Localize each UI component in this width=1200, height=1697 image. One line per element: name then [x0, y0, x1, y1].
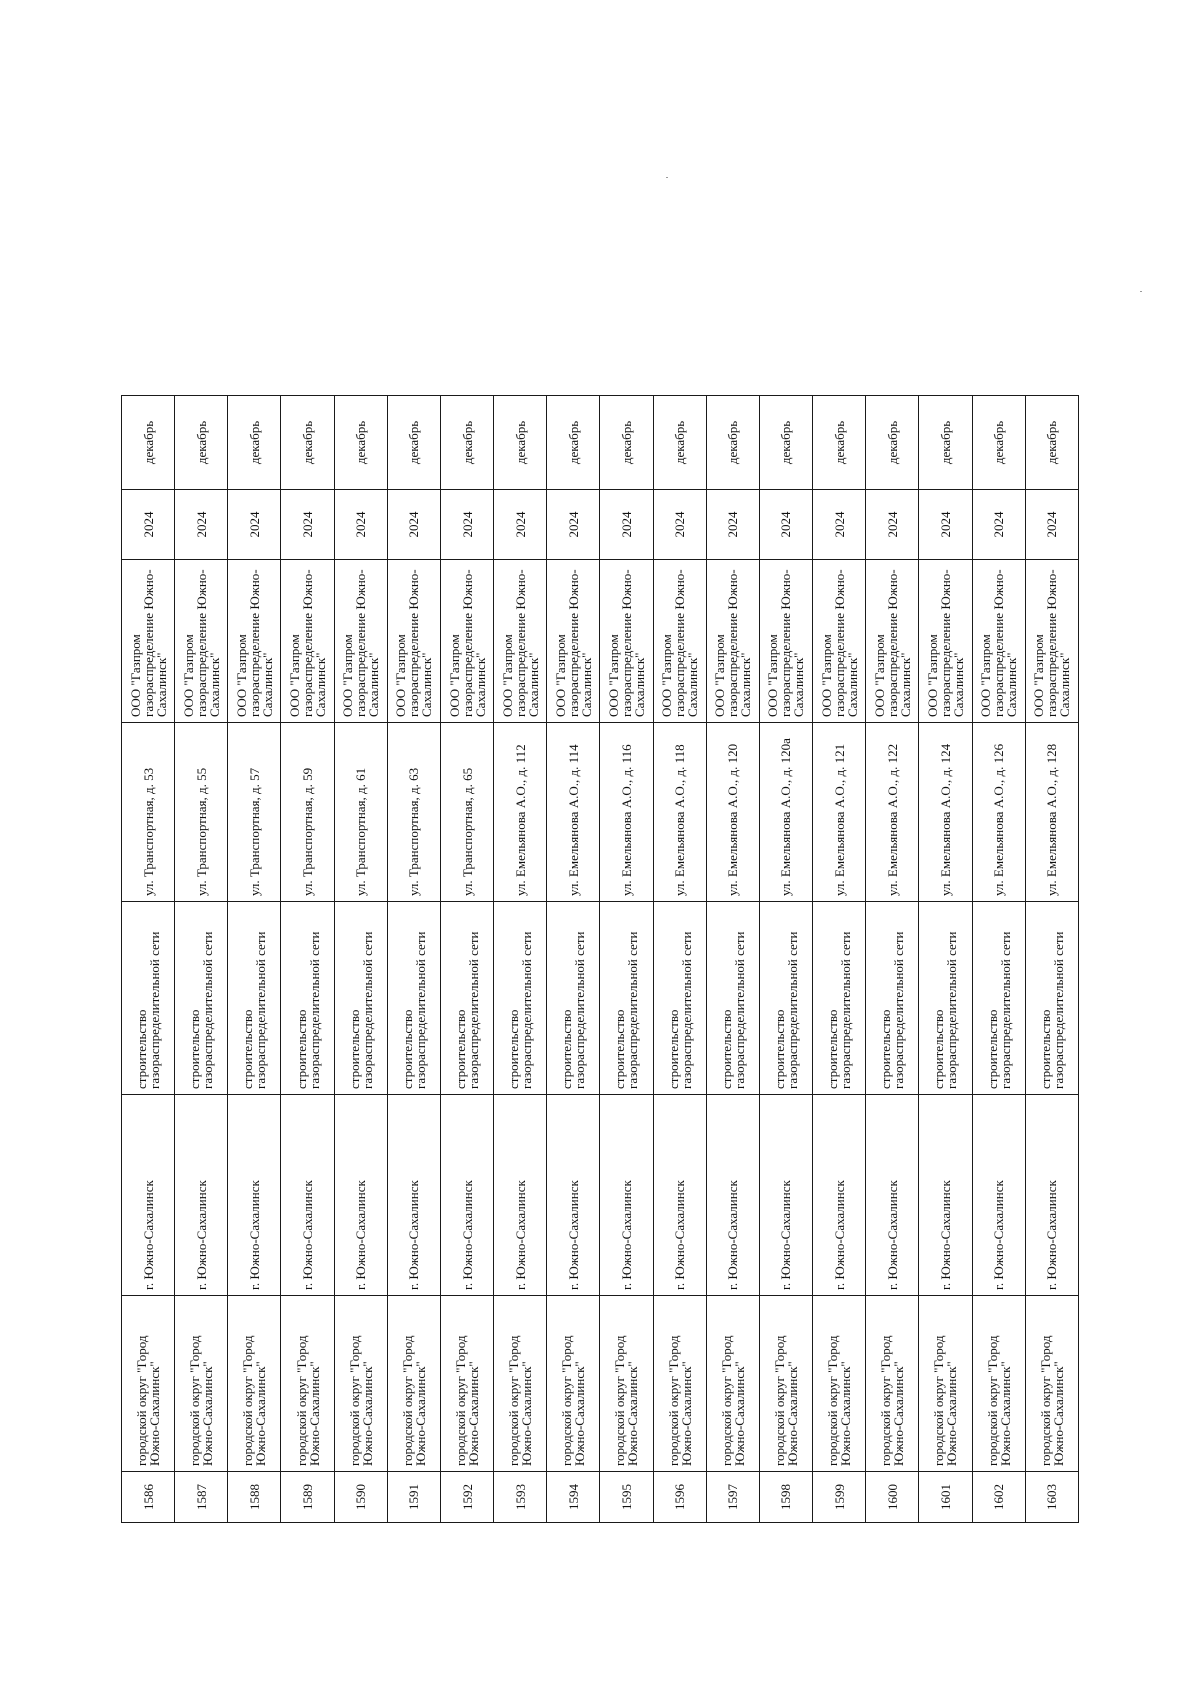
- organization-cell: ООО "Газпром газораспределение Южно-Сахалинск": [759, 560, 812, 723]
- year-cell: 2024: [653, 490, 706, 560]
- organization-cell: ООО "Газпром газораспределение Южно-Сахалинск": [334, 560, 387, 723]
- row-number-cell: 1592: [440, 1472, 493, 1523]
- year-cell: 2024: [440, 490, 493, 560]
- address-cell: ул. Транспортная, д. 53: [122, 723, 175, 902]
- table-row: [334, 396, 387, 1523]
- scan-speck: [1140, 291, 1142, 292]
- organization-cell: ООО "Газпром газораспределение Южно-Сахалинск": [175, 560, 228, 723]
- municipality-cell: городской округ "Город Южно-Сахалинск": [334, 1296, 387, 1472]
- table-row: [866, 396, 919, 1523]
- month-cell: декабрь: [759, 396, 812, 490]
- municipality-cell: городской округ "Город Южно-Сахалинск": [1025, 1296, 1078, 1472]
- municipality-cell: городской округ "Город Южно-Сахалинск": [919, 1296, 972, 1472]
- work-type-cell: строительство газораспределительной сети: [706, 902, 759, 1095]
- work-type-cell: строительство газораспределительной сети: [547, 902, 600, 1095]
- month-cell: декабрь: [228, 396, 281, 490]
- municipality-cell: городской округ "Город Южно-Сахалинск": [494, 1296, 547, 1472]
- year-cell: 2024: [866, 490, 919, 560]
- row-number-cell: 1603: [1025, 1472, 1078, 1523]
- work-type-cell: строительство газораспределительной сети: [440, 902, 493, 1095]
- settlement-cell: г. Южно-Сахалинск: [972, 1095, 1025, 1296]
- municipality-cell: городской округ "Город Южно-Сахалинск": [175, 1296, 228, 1472]
- month-cell: декабрь: [281, 396, 334, 490]
- month-cell: декабрь: [175, 396, 228, 490]
- settlement-cell: г. Южно-Сахалинск: [866, 1095, 919, 1296]
- municipality-cell: городской округ "Город Южно-Сахалинск": [440, 1296, 493, 1472]
- settlement-cell: г. Южно-Сахалинск: [706, 1095, 759, 1296]
- address-cell: ул. Емельянова А.О., д. 122: [866, 723, 919, 902]
- address-cell: ул. Транспортная, д. 61: [334, 723, 387, 902]
- month-cell: декабрь: [866, 396, 919, 490]
- work-type-cell: строительство газораспределительной сети: [494, 902, 547, 1095]
- table-row: [600, 396, 653, 1523]
- settlement-cell: г. Южно-Сахалинск: [813, 1095, 866, 1296]
- work-type-cell: строительство газораспределительной сети: [228, 902, 281, 1095]
- row-number-cell: 1587: [175, 1472, 228, 1523]
- month-cell: декабрь: [387, 396, 440, 490]
- table-row: [281, 396, 334, 1523]
- table-row: [228, 396, 281, 1523]
- table-row: [494, 396, 547, 1523]
- settlement-cell: г. Южно-Сахалинск: [440, 1095, 493, 1296]
- municipality-cell: городской округ "Город Южно-Сахалинск": [228, 1296, 281, 1472]
- organization-cell: ООО "Газпром газораспределение Южно-Сахалинск": [706, 560, 759, 723]
- work-type-cell: строительство газораспределительной сети: [387, 902, 440, 1095]
- work-type-cell: строительство газораспределительной сети: [122, 902, 175, 1095]
- table-row: [706, 396, 759, 1523]
- row-number-cell: 1598: [759, 1472, 812, 1523]
- address-cell: ул. Емельянова А.О., д. 126: [972, 723, 1025, 902]
- organization-cell: ООО "Газпром газораспределение Южно-Сахалинск": [653, 560, 706, 723]
- year-cell: 2024: [281, 490, 334, 560]
- row-number-cell: 1595: [600, 1472, 653, 1523]
- address-cell: ул. Емельянова А.О., д. 118: [653, 723, 706, 902]
- settlement-cell: г. Южно-Сахалинск: [600, 1095, 653, 1296]
- organization-cell: ООО "Газпром газораспределение Южно-Сахалинск": [387, 560, 440, 723]
- municipality-cell: городской округ "Город Южно-Сахалинск": [759, 1296, 812, 1472]
- row-number-cell: 1599: [813, 1472, 866, 1523]
- settlement-cell: г. Южно-Сахалинск: [1025, 1095, 1078, 1296]
- row-number-cell: 1591: [387, 1472, 440, 1523]
- organization-cell: ООО "Газпром газораспределение Южно-Сахалинск": [228, 560, 281, 723]
- work-type-cell: строительство газораспределительной сети: [281, 902, 334, 1095]
- row-number-cell: 1597: [706, 1472, 759, 1523]
- row-number-cell: 1601: [919, 1472, 972, 1523]
- rotated-table-wrapper: [121, 396, 1079, 1523]
- month-cell: декабрь: [334, 396, 387, 490]
- month-cell: декабрь: [1025, 396, 1078, 490]
- municipality-cell: городской округ "Город Южно-Сахалинск": [972, 1296, 1025, 1472]
- settlement-cell: г. Южно-Сахалинск: [919, 1095, 972, 1296]
- municipality-cell: городской округ "Город Южно-Сахалинск": [122, 1296, 175, 1472]
- year-cell: 2024: [175, 490, 228, 560]
- organization-cell: ООО "Газпром газораспределение Южно-Сахалинск": [972, 560, 1025, 723]
- settlement-cell: г. Южно-Сахалинск: [759, 1095, 812, 1296]
- address-cell: ул. Емельянова А.О., д. 114: [547, 723, 600, 902]
- organization-cell: ООО "Газпром газораспределение Южно-Сахалинск": [494, 560, 547, 723]
- table-row: [813, 396, 866, 1523]
- table-row: [122, 396, 175, 1523]
- address-cell: ул. Транспортная, д. 65: [440, 723, 493, 902]
- year-cell: 2024: [334, 490, 387, 560]
- gas-network-construction-table: [121, 395, 1079, 1523]
- settlement-cell: г. Южно-Сахалинск: [334, 1095, 387, 1296]
- month-cell: декабрь: [653, 396, 706, 490]
- municipality-cell: городской округ "Город Южно-Сахалинск": [281, 1296, 334, 1472]
- municipality-cell: городской округ "Город Южно-Сахалинск": [653, 1296, 706, 1472]
- municipality-cell: городской округ "Город Южно-Сахалинск": [600, 1296, 653, 1472]
- address-cell: ул. Транспортная, д. 55: [175, 723, 228, 902]
- month-cell: декабрь: [440, 396, 493, 490]
- organization-cell: ООО "Газпром газораспределение Южно-Сахалинск": [813, 560, 866, 723]
- address-cell: ул. Транспортная, д. 63: [387, 723, 440, 902]
- settlement-cell: г. Южно-Сахалинск: [494, 1095, 547, 1296]
- organization-cell: ООО "Газпром газораспределение Южно-Сахалинск": [122, 560, 175, 723]
- address-cell: ул. Транспортная, д. 59: [281, 723, 334, 902]
- month-cell: декабрь: [706, 396, 759, 490]
- month-cell: декабрь: [547, 396, 600, 490]
- month-cell: декабрь: [494, 396, 547, 490]
- table-row: [387, 396, 440, 1523]
- table-body: [122, 396, 1079, 1523]
- address-cell: ул. Емельянова А.О., д. 116: [600, 723, 653, 902]
- municipality-cell: городской округ "Город Южно-Сахалинск": [387, 1296, 440, 1472]
- work-type-cell: строительство газораспределительной сети: [972, 902, 1025, 1095]
- table-row: [547, 396, 600, 1523]
- work-type-cell: строительство газораспределительной сети: [866, 902, 919, 1095]
- month-cell: декабрь: [122, 396, 175, 490]
- settlement-cell: г. Южно-Сахалинск: [547, 1095, 600, 1296]
- municipality-cell: городской округ "Город Южно-Сахалинск": [706, 1296, 759, 1472]
- row-number-cell: 1586: [122, 1472, 175, 1523]
- row-number-cell: 1590: [334, 1472, 387, 1523]
- work-type-cell: строительство газораспределительной сети: [813, 902, 866, 1095]
- month-cell: декабрь: [600, 396, 653, 490]
- table-row: [759, 396, 812, 1523]
- scan-speck: [666, 177, 668, 178]
- work-type-cell: строительство газораспределительной сети: [600, 902, 653, 1095]
- year-cell: 2024: [122, 490, 175, 560]
- work-type-cell: строительство газораспределительной сети: [334, 902, 387, 1095]
- row-number-cell: 1589: [281, 1472, 334, 1523]
- organization-cell: ООО "Газпром газораспределение Южно-Сахалинск": [866, 560, 919, 723]
- work-type-cell: строительство газораспределительной сети: [175, 902, 228, 1095]
- year-cell: 2024: [600, 490, 653, 560]
- municipality-cell: городской округ "Город Южно-Сахалинск": [547, 1296, 600, 1472]
- month-cell: декабрь: [972, 396, 1025, 490]
- settlement-cell: г. Южно-Сахалинск: [122, 1095, 175, 1296]
- month-cell: декабрь: [919, 396, 972, 490]
- year-cell: 2024: [706, 490, 759, 560]
- row-number-cell: 1602: [972, 1472, 1025, 1523]
- year-cell: 2024: [387, 490, 440, 560]
- settlement-cell: г. Южно-Сахалинск: [653, 1095, 706, 1296]
- year-cell: 2024: [547, 490, 600, 560]
- organization-cell: ООО "Газпром газораспределение Южно-Сахалинск": [919, 560, 972, 723]
- municipality-cell: городской округ "Город Южно-Сахалинск": [813, 1296, 866, 1472]
- work-type-cell: строительство газораспределительной сети: [919, 902, 972, 1095]
- year-cell: 2024: [1025, 490, 1078, 560]
- table-row: [175, 396, 228, 1523]
- row-number-cell: 1594: [547, 1472, 600, 1523]
- row-number-cell: 1588: [228, 1472, 281, 1523]
- settlement-cell: г. Южно-Сахалинск: [387, 1095, 440, 1296]
- address-cell: ул. Емельянова А.О., д. 121: [813, 723, 866, 902]
- settlement-cell: г. Южно-Сахалинск: [281, 1095, 334, 1296]
- address-cell: ул. Транспортная, д. 57: [228, 723, 281, 902]
- address-cell: ул. Емельянова А.О., д. 120: [706, 723, 759, 902]
- row-number-cell: 1600: [866, 1472, 919, 1523]
- address-cell: ул. Емельянова А.О., д. 112: [494, 723, 547, 902]
- table-row: [919, 396, 972, 1523]
- settlement-cell: г. Южно-Сахалинск: [228, 1095, 281, 1296]
- work-type-cell: строительство газораспределительной сети: [1025, 902, 1078, 1095]
- month-cell: декабрь: [813, 396, 866, 490]
- municipality-cell: городской округ "Город Южно-Сахалинск": [866, 1296, 919, 1472]
- year-cell: 2024: [919, 490, 972, 560]
- year-cell: 2024: [972, 490, 1025, 560]
- year-cell: 2024: [494, 490, 547, 560]
- organization-cell: ООО "Газпром газораспределение Южно-Сахалинск": [440, 560, 493, 723]
- settlement-cell: г. Южно-Сахалинск: [175, 1095, 228, 1296]
- work-type-cell: строительство газораспределительной сети: [759, 902, 812, 1095]
- year-cell: 2024: [813, 490, 866, 560]
- year-cell: 2024: [759, 490, 812, 560]
- table-row: [440, 396, 493, 1523]
- row-number-cell: 1593: [494, 1472, 547, 1523]
- row-number-cell: 1596: [653, 1472, 706, 1523]
- organization-cell: ООО "Газпром газораспределение Южно-Сахалинск": [600, 560, 653, 723]
- year-cell: 2024: [228, 490, 281, 560]
- table-row: [1025, 396, 1078, 1523]
- table-row: [972, 396, 1025, 1523]
- organization-cell: ООО "Газпром газораспределение Южно-Сахалинск": [547, 560, 600, 723]
- table-row: [653, 396, 706, 1523]
- organization-cell: ООО "Газпром газораспределение Южно-Сахалинск": [1025, 560, 1078, 723]
- organization-cell: ООО "Газпром газораспределение Южно-Сахалинск": [281, 560, 334, 723]
- work-type-cell: строительство газораспределительной сети: [653, 902, 706, 1095]
- address-cell: ул. Емельянова А.О., д. 124: [919, 723, 972, 902]
- address-cell: ул. Емельянова А.О., д. 128: [1025, 723, 1078, 902]
- address-cell: ул. Емельянова А.О., д. 120а: [759, 723, 812, 902]
